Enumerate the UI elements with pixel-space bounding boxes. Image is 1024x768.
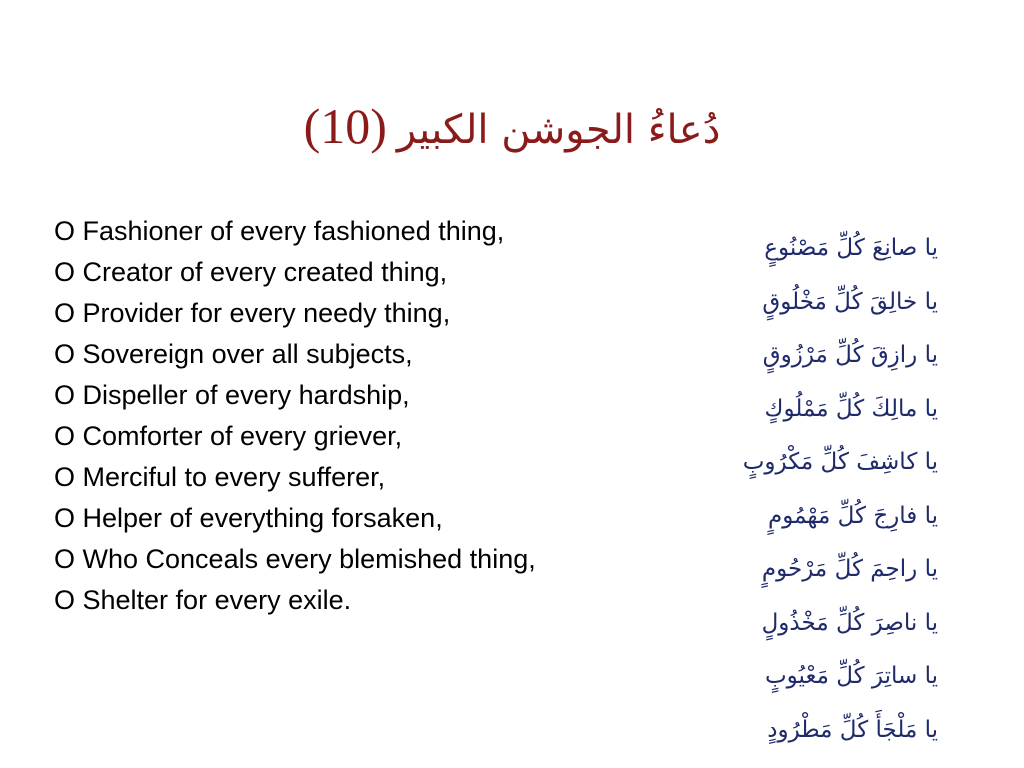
- arabic-line-10: يا مَلْجَأَ كُلِّ مَطْرُودٍ: [767, 716, 938, 743]
- arabic-line-4: يا مالِكَ كُلِّ مَمْلُوكٍ: [764, 395, 938, 422]
- english-line-1: O Fashioner of every fashioned thing,: [54, 216, 505, 246]
- arabic-line-3: يا رازِقَ كُلِّ مَرْزُوقٍ: [762, 342, 938, 368]
- english-text-block: [54, 211, 644, 621]
- english-line-9: O Who Conceals every blemished thing,: [54, 544, 536, 574]
- arabic-line-5: يا كاشِفَ كُلِّ مَكْرُوبٍ: [742, 449, 938, 475]
- slide-title: [0, 96, 1024, 160]
- english-line-6: O Comforter of every griever,: [54, 421, 403, 451]
- arabic-text-block: [618, 222, 938, 757]
- arabic-line-9: يا ساتِرَ كُلِّ مَعْيُوبٍ: [765, 663, 938, 689]
- arabic-line-1: يا صانِعَ كُلِّ مَصْنُوعٍ: [764, 235, 938, 261]
- english-line-8: O Helper of everything forsaken,: [54, 503, 443, 533]
- arabic-line-2: يا خالِقَ كُلِّ مَخْلُوقٍ: [762, 288, 938, 315]
- english-line-7: O Merciful to every sufferer,: [54, 462, 386, 492]
- arabic-line-7: يا راحِمَ كُلِّ مَرْحُومٍ: [761, 556, 938, 582]
- arabic-line-8: يا ناصِرَ كُلِّ مَخْذُولٍ: [761, 609, 938, 636]
- english-line-2: O Creator of every created thing,: [54, 257, 448, 287]
- english-line-10: O Shelter for every exile.: [54, 585, 352, 615]
- english-line-5: O Dispeller of every hardship,: [54, 380, 410, 410]
- arabic-line-6: يا فارِجَ كُلِّ مَهْمُومٍ: [767, 502, 938, 529]
- english-line-4: O Sovereign over all subjects,: [54, 339, 413, 369]
- title-arabic: دُعاءُ الجوشن الكبير: [396, 107, 721, 153]
- title-number: (10): [303, 98, 387, 154]
- english-line-3: O Provider for every needy thing,: [54, 298, 451, 328]
